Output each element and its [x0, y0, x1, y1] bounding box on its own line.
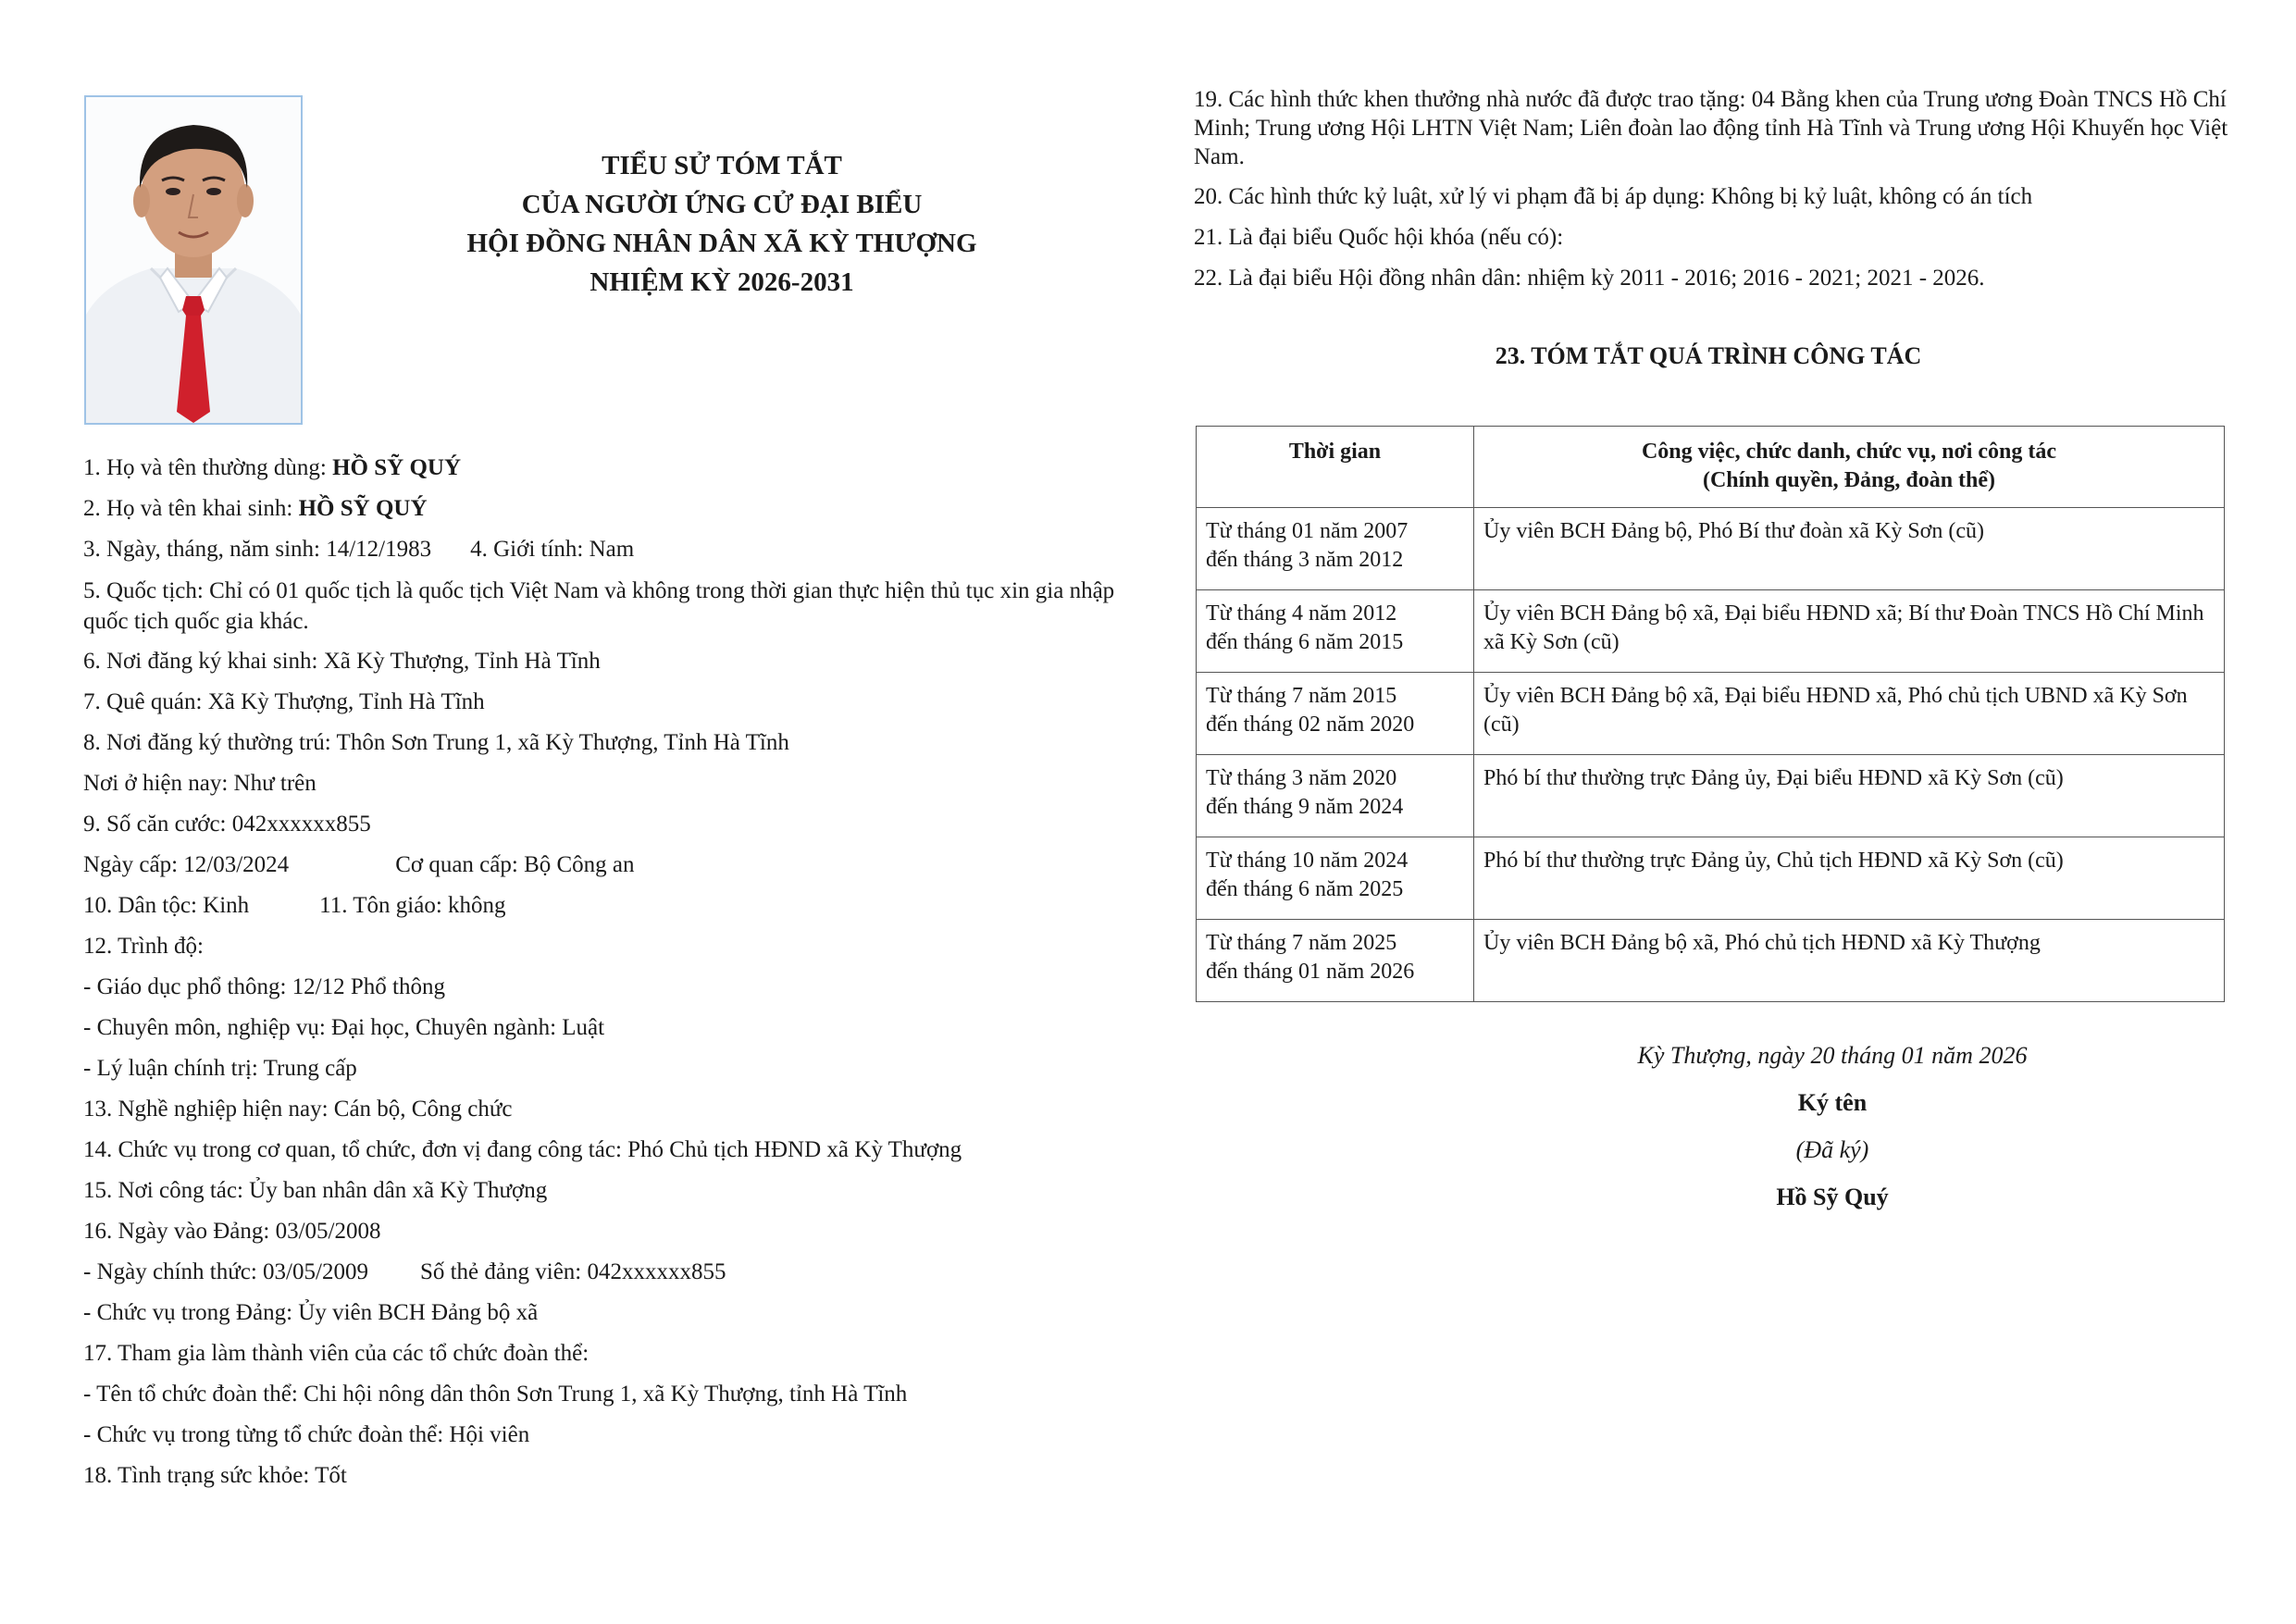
- column-header-time: Thời gian: [1197, 427, 1474, 508]
- job-cell: Phó bí thư thường trực Đảng ủy, Chủ tịch HĐND xã Kỳ Sơn (cũ): [1474, 837, 2225, 920]
- time-to: đến tháng 02 năm 2020: [1206, 713, 1415, 737]
- common-name-label: 1. Họ và tên thường dùng:: [83, 455, 333, 480]
- table-row: [1197, 755, 2225, 837]
- awards-section: [1194, 80, 2240, 299]
- party-join-date: 16. Ngày vào Đảng: 03/05/2008: [83, 1219, 381, 1244]
- title-line-1: TIỂU SỬ TÓM TẮT: [602, 151, 842, 180]
- column-header-job: [1474, 427, 2225, 508]
- time-to: đến tháng 3 năm 2012: [1206, 548, 1404, 572]
- title-line-4: NHIỆM KỲ 2026-2031: [590, 267, 854, 297]
- time-to: đến tháng 6 năm 2015: [1206, 630, 1404, 654]
- discipline: 20. Các hình thức kỷ luật, xử lý vi phạm đã bị áp dụng: Không bị kỷ luật, không có án tích: [1194, 184, 2033, 209]
- time-cell: [1197, 920, 1474, 1002]
- time-cell: [1197, 590, 1474, 673]
- time-cell: [1197, 673, 1474, 755]
- time-from: Từ tháng 7 năm 2025: [1206, 931, 1397, 955]
- table-row: [1197, 920, 2225, 1002]
- time-to: đến tháng 01 năm 2026: [1206, 960, 1415, 984]
- current-residence: Nơi ở hiện nay: Như trên: [83, 771, 316, 796]
- work-history-title: 23. TÓM TẮT QUÁ TRÌNH CÔNG TÁC: [1495, 342, 1922, 369]
- health-status: 18. Tình trạng sức khỏe: Tốt: [83, 1463, 347, 1488]
- signature-block: [1573, 1032, 2091, 1221]
- workplace: 15. Nơi công tác: Ủy ban nhân dân xã Kỳ Thượng: [83, 1178, 548, 1203]
- job-cell: Phó bí thư thường trực Đảng ủy, Đại biểu HĐND xã Kỳ Sơn (cũ): [1474, 755, 2225, 837]
- party-card-number: Số thẻ đảng viên: 042xxxxxx855: [419, 1259, 726, 1284]
- time-from: Từ tháng 01 năm 2007: [1206, 519, 1409, 543]
- table-row: [1197, 837, 2225, 920]
- hometown: 7. Quê quán: Xã Kỳ Thượng, Tỉnh Hà Tĩnh: [83, 689, 485, 714]
- time-from: Từ tháng 4 năm 2012: [1206, 601, 1397, 626]
- birth-name-row: [83, 489, 1129, 529]
- time-to: đến tháng 9 năm 2024: [1206, 795, 1404, 819]
- party-official-date: - Ngày chính thức: 03/05/2009: [83, 1259, 368, 1284]
- political-theory: - Lý luận chính trị: Trung cấp: [83, 1056, 357, 1081]
- ethnicity-religion-row: [83, 886, 1129, 926]
- council-terms: 22. Là đại biểu Hội đồng nhân dân: nhiệm kỳ 2011 - 2016; 2016 - 2021; 2021 - 2026.: [1194, 266, 1985, 291]
- time-from: Từ tháng 10 năm 2024: [1206, 849, 1409, 873]
- id-number: 9. Số căn cước: 042xxxxxx855: [83, 812, 371, 837]
- candidate-portrait-photo: [84, 95, 303, 425]
- job-cell: Ủy viên BCH Đảng bộ, Phó Bí thư đoàn xã Kỳ Sơn (cũ): [1474, 508, 2225, 590]
- ethnicity: 10. Dân tộc: Kinh: [83, 893, 250, 918]
- current-position: 14. Chức vụ trong cơ quan, tổ chức, đơn vị đang công tác: Phó Chủ tịch HĐND xã Kỳ Thượng: [83, 1137, 962, 1162]
- birth-name-value: HỒ SỸ QUÝ: [298, 496, 428, 521]
- id-issue-authority: Cơ quan cấp: Bộ Công an: [395, 852, 635, 877]
- general-education: - Giáo dục phổ thông: 12/12 Phổ thông: [83, 974, 445, 999]
- nationality: 5. Quốc tịch: Chỉ có 01 quốc tịch là quốc tịch Việt Nam và không trong thời gian thực hiện thủ tục xin gia nhập quốc tịch quốc gia khác.: [83, 578, 1115, 634]
- time-cell: [1197, 755, 1474, 837]
- permanent-residence: 8. Nơi đăng ký thường trú: Thôn Sơn Trung 1, xã Kỳ Thượng, Tỉnh Hà Tĩnh: [83, 730, 789, 755]
- party-official-row: [83, 1252, 1129, 1293]
- table-row: [1197, 590, 2225, 673]
- id-issue-date: Ngày cấp: 12/03/2024: [83, 852, 290, 877]
- signature-label: Ký tên: [1797, 1089, 1868, 1116]
- organization-position: - Chức vụ trong từng tổ chức đoàn thể: Hội viên: [83, 1422, 530, 1447]
- job-cell: Ủy viên BCH Đảng bộ xã, Đại biểu HĐND xã; Bí thư Đoàn TNCS Hồ Chí Minh xã Kỳ Sơn (cũ): [1474, 590, 2225, 673]
- professional-qualification: - Chuyên môn, nghiệp vụ: Đại học, Chuyên ngành: Luật: [83, 1015, 605, 1040]
- id-issue-row: [83, 845, 1129, 886]
- portrait-image: [86, 97, 301, 423]
- time-from: Từ tháng 7 năm 2015: [1206, 684, 1397, 708]
- common-name-value: HỒ SỸ QUÝ: [332, 455, 462, 480]
- time-to: đến tháng 6 năm 2025: [1206, 877, 1404, 901]
- table-row: [1197, 673, 2225, 755]
- birth-registration-place: 6. Nơi đăng ký khai sinh: Xã Kỳ Thượng, Tỉnh Hà Tĩnh: [83, 649, 601, 674]
- time-cell: [1197, 837, 1474, 920]
- job-cell: Ủy viên BCH Đảng bộ xã, Đại biểu HĐND xã, Phó chủ tịch UBND xã Kỳ Sơn (cũ): [1474, 673, 2225, 755]
- title-line-3: HỘI ĐỒNG NHÂN DÂN XÃ KỲ THƯỢNG: [466, 229, 977, 258]
- table-row: [1197, 508, 2225, 590]
- time-from: Từ tháng 3 năm 2020: [1206, 766, 1397, 790]
- place-date: Kỳ Thượng, ngày 20 tháng 01 năm 2026: [1637, 1042, 2028, 1069]
- signed-note: (Đã ký): [1795, 1136, 1869, 1163]
- national-assembly-term: 21. Là đại biểu Quốc hội khóa (nếu có):: [1194, 225, 1564, 250]
- birthdate: 3. Ngày, tháng, năm sinh: 14/12/1983: [83, 537, 432, 562]
- column-header-job-line-2: (Chính quyền, Đảng, đoàn thể): [1702, 468, 1996, 492]
- organizations-heading: 17. Tham gia làm thành viên của các tổ chức đoàn thể:: [83, 1341, 590, 1366]
- work-history-table: [1196, 426, 2225, 1002]
- occupation: 13. Nghề nghiệp hiện nay: Cán bộ, Công chức: [83, 1097, 513, 1122]
- time-cell: [1197, 508, 1474, 590]
- education-heading: 12. Trình độ:: [83, 934, 204, 959]
- awards: 19. Các hình thức khen thưởng nhà nước đã được trao tặng: 04 Bằng khen của Trung ương Đoàn TNCS Hồ Chí Minh; Trung ương Hội LHTN Việt Nam; Liên đoàn lao động tỉnh Hà Tĩnh và Trung ương Hội Khuyến học Việt Nam.: [1194, 87, 2228, 169]
- personal-info-section: [83, 448, 1129, 1496]
- table-header-row: [1197, 427, 2225, 508]
- document-title: [352, 146, 1092, 302]
- common-name-row: [83, 448, 1129, 489]
- gender: 4. Giới tính: Nam: [470, 537, 635, 562]
- organization-name: - Tên tổ chức đoàn thể: Chi hội nông dân thôn Sơn Trung 1, xã Kỳ Thượng, tỉnh Hà Tĩnh: [83, 1382, 908, 1407]
- signer-name: Hồ Sỹ Quý: [1776, 1184, 1889, 1210]
- column-header-job-line-1: Công việc, chức danh, chức vụ, nơi công tác: [1641, 440, 2057, 464]
- party-position: - Chức vụ trong Đảng: Ủy viên BCH Đảng bộ xã: [83, 1300, 539, 1325]
- religion: 11. Tôn giáo: không: [319, 893, 506, 918]
- birth-name-label: 2. Họ và tên khai sinh:: [83, 496, 299, 521]
- job-cell: Ủy viên BCH Đảng bộ xã, Phó chủ tịch HĐND xã Kỳ Thượng: [1474, 920, 2225, 1002]
- birthdate-gender-row: [83, 529, 1129, 570]
- title-line-2: CỦA NGƯỜI ỨNG CỬ ĐẠI BIỂU: [521, 190, 923, 219]
